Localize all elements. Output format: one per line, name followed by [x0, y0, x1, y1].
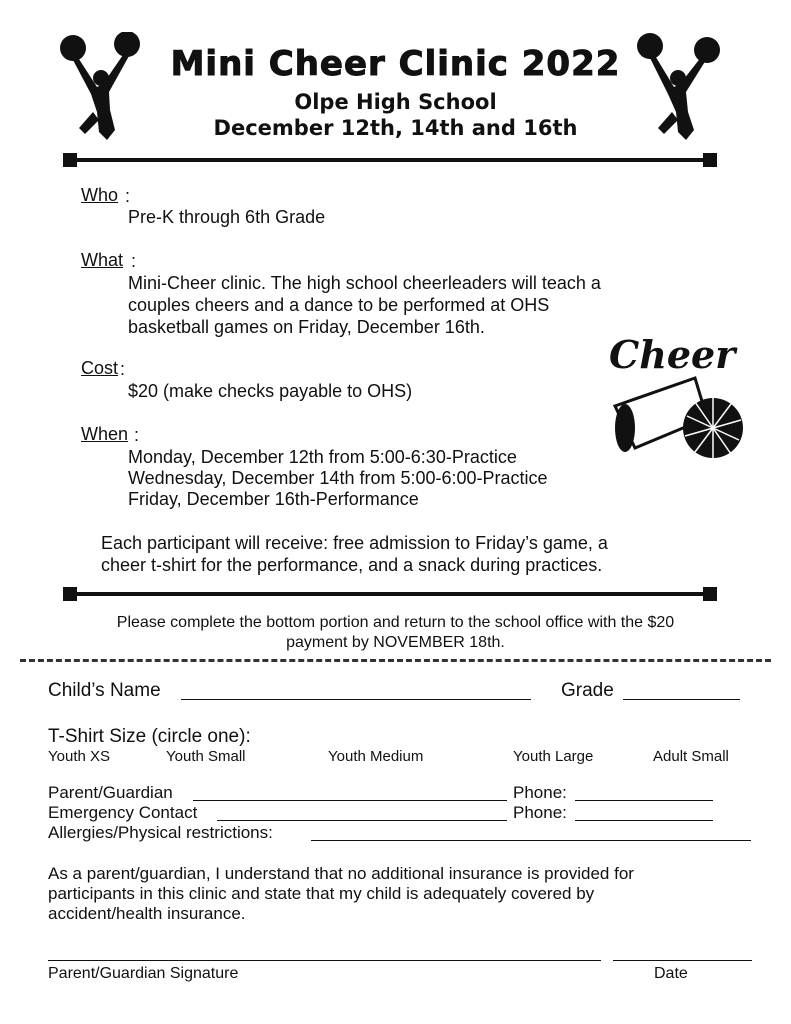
- rule-cap: [703, 153, 717, 167]
- size-option-youth-small[interactable]: Youth Small: [166, 748, 246, 765]
- tshirt-label: T-Shirt Size (circle one):: [48, 726, 251, 747]
- disclaimer-line: As a parent/guardian, I understand that no additional insurance is provided for: [48, 864, 634, 883]
- disclaimer: [48, 864, 634, 924]
- divider-rule: [70, 592, 710, 596]
- size-option-youth-medium[interactable]: Youth Medium: [328, 748, 424, 765]
- when-line: Wednesday, December 14th from 5:00-6:00-Practice: [128, 468, 548, 488]
- cost-text: $20 (make checks payable to OHS): [128, 381, 413, 401]
- signature-label: Parent/Guardian Signature: [48, 965, 239, 982]
- instructions: [0, 613, 791, 653]
- parent-phone-field[interactable]: [575, 800, 713, 801]
- megaphone-pompom-icon: [605, 376, 755, 471]
- emergency-phone-label: Phone:: [513, 803, 567, 822]
- parent-field[interactable]: [193, 800, 507, 801]
- instruction-line: Please complete the bottom portion and return to the school office with the $20: [116, 614, 675, 631]
- what-line: couples cheers and a dance to be performed at OHS: [128, 295, 550, 315]
- what-line: Mini-Cheer clinic. The high school cheerleaders will teach a: [128, 273, 601, 293]
- cheer-script-text: Cheer: [609, 332, 736, 377]
- clinic-dates: December 12th, 14th and 16th: [213, 116, 578, 140]
- page-title: Mini Cheer Clinic 2022: [170, 44, 621, 84]
- when-line: Monday, December 12th from 5:00-6:30-Practice: [128, 447, 517, 467]
- rule-cap: [703, 587, 717, 601]
- emergency-label: Emergency Contact: [48, 803, 198, 822]
- what-label: What: [81, 250, 124, 270]
- grade-field[interactable]: [623, 699, 740, 700]
- child-name-label: Child’s Name: [48, 680, 161, 701]
- school-name: Olpe High School: [294, 90, 497, 114]
- emergency-field[interactable]: [217, 820, 507, 821]
- parent-label: Parent/Guardian: [48, 783, 173, 802]
- date-label: Date: [654, 965, 688, 982]
- who-text: Pre-K through 6th Grade: [128, 207, 326, 227]
- parent-phone-label: Phone:: [513, 783, 567, 802]
- cost-label: Cost: [81, 358, 119, 378]
- child-name-field[interactable]: [181, 699, 531, 700]
- when-line: Friday, December 16th-Performance: [128, 489, 419, 509]
- participant-line: cheer t-shirt for the performance, and a snack during practices.: [101, 555, 603, 575]
- allergies-field[interactable]: [311, 840, 751, 841]
- size-option-adult-small[interactable]: Adult Small: [653, 748, 729, 765]
- divider-rule: [70, 158, 710, 162]
- grade-label: Grade: [561, 680, 614, 701]
- allergies-label: Allergies/Physical restrictions:: [48, 823, 273, 842]
- size-option-youth-large[interactable]: Youth Large: [513, 748, 594, 765]
- date-field[interactable]: [613, 960, 752, 961]
- size-option-youth-xs[interactable]: Youth XS: [48, 748, 110, 765]
- participant-line: Each participant will receive: free admission to Friday’s game, a: [101, 533, 608, 553]
- instruction-line: payment by NOVEMBER 18th.: [286, 634, 505, 651]
- cut-line: [20, 659, 771, 662]
- signature-field[interactable]: [48, 960, 601, 961]
- what-line: basketball games on Friday, December 16th.: [128, 317, 485, 337]
- emergency-phone-field[interactable]: [575, 820, 713, 821]
- disclaimer-line: accident/health insurance.: [48, 904, 246, 923]
- who-label: Who: [81, 185, 119, 205]
- cheer-graphic: [605, 330, 755, 470]
- when-label: When: [81, 424, 129, 444]
- disclaimer-line: participants in this clinic and state that my child is adequately covered by: [48, 884, 595, 903]
